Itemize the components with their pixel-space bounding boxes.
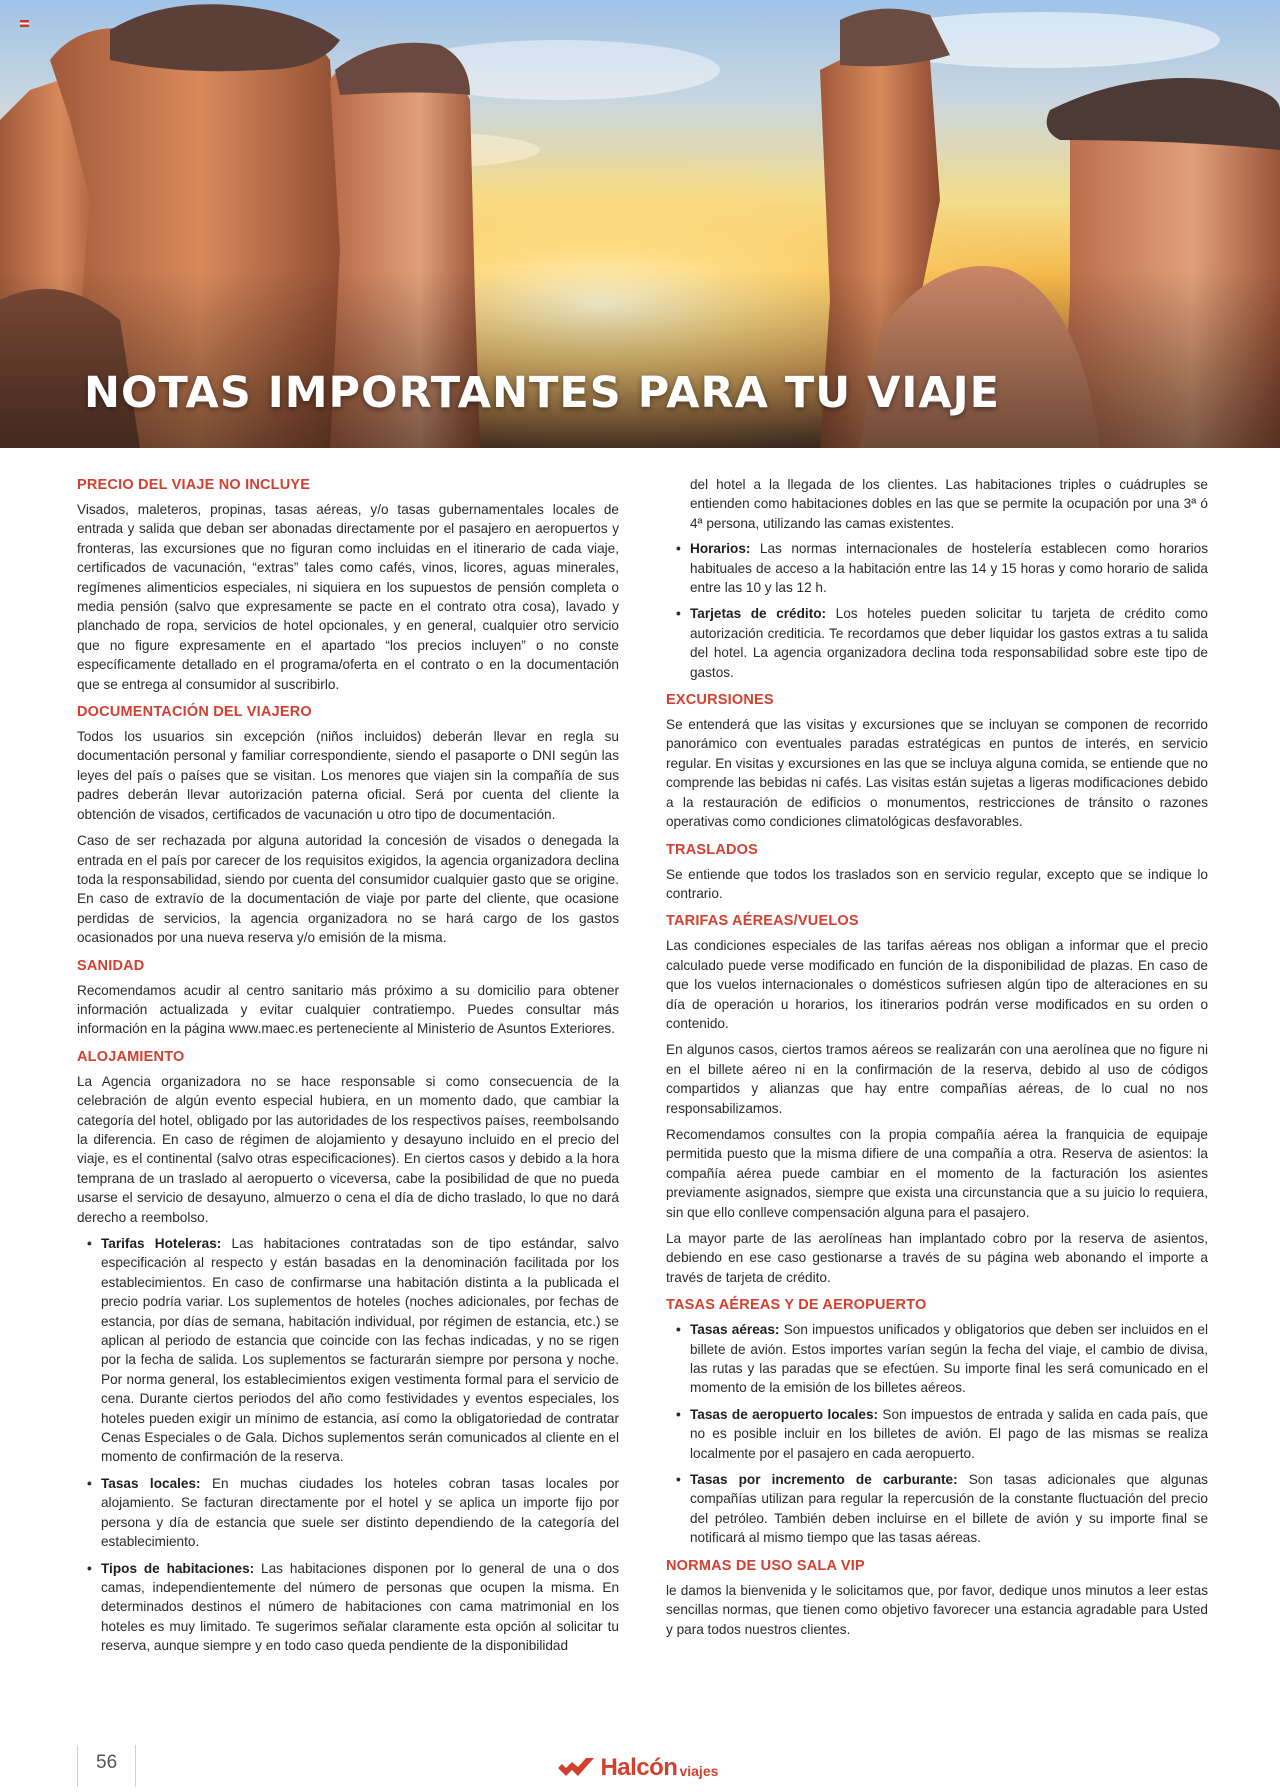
section-heading-tarifas-aereas: TARIFAS AÉREAS/VUELOS (666, 913, 859, 930)
brand-name: Halcón (600, 1754, 678, 1781)
bullet-text: En muchas ciudades los hoteles cobran tasas locales por alojamiento. Se facturan directamente por el hotel y se aplica un importe fijo por persona y día de estancia que suele ser distinto dependiendo de la categoría del establecimiento. (101, 1475, 619, 1550)
footer-divider (77, 1745, 78, 1787)
bullet-text: Las habitaciones disponen por lo general de una o dos camas, independientemente del número de personas que ocupen la misma. En determinados destinos el número de habitaciones con cama matrimonial en los hoteles es muy limitado. Te sugerimos señalar claramente esta opción al solicitar tu reserva, aunque siempre y en todo caso queda pendiente de la disponibilidad (101, 1560, 619, 1654)
bullet-text: Son tasas adicionales que algunas compañías utilizan para regular la repercusión de la constante fluctuación del precio del petróleo. También deben incluirse en el billete de avión y su importe final se notificará al mismo tiempo que las tasas aéreas. (690, 1472, 1208, 1546)
list-item (666, 1470, 1208, 1548)
bullet-label: Tipos de habitaciones: (101, 1560, 255, 1576)
section-heading-sala-vip: NORMAS DE USO SALA VIP (666, 1557, 865, 1574)
paragraph: Caso de ser rechazada por alguna autoridad la concesión de visados o denegada la entrada en el país por carecer de los requisitos exigidos, la agencia organizadora declina toda la responsabilidad, siendo por cuenta del consumidor cualquier gasto que se origine. En caso de extravío de la documentación de viaje por parte del cliente, que ocasione perdidas de servicios, la agencia organizadora no se hará cargo de los gastos ocasionados por una nueva reserva y/o emisión de la misma. (77, 833, 619, 946)
right-column (666, 475, 1208, 1646)
bullet-text: Son impuestos de entrada y salida en cada país, que no es posible incluir en los billetes de avión. El pago de las mismas se realiza localmente por el pasajero en cada aeropuerto. (690, 1406, 1208, 1461)
bullet-label: Tasas aéreas: (690, 1322, 780, 1338)
paragraph: La Agencia organizadora no se hace responsable si como consecuencia de la celebración de algún evento especial hubiera, en un momento dado, que cambiar la categoría del hotel, obligado por las autoridades de los respectivos países, reembolsando la diferencia. En caso de régimen de alojamiento y desayuno incluido en el precio del viaje, es el continental (salvo otras especificaciones). En ciertos casos y debido a la hora temprana de un traslado al aeropuerto o viceversa, cabe la posibilidad de que no pueda usarse el servicio de desayuno, almuerzo o cena el día de dicho traslado, lo que no dará derecho a reembolso. (77, 1073, 619, 1225)
bullet-list (666, 1320, 1208, 1547)
list-item (77, 1234, 619, 1467)
bullet-label: Tasas de aeropuerto locales: (690, 1406, 879, 1422)
paragraph: Visados, maleteros, propinas, tasas aéreas, y/o tasas gubernamentales locales de entrada y salida que deban ser abonadas directamente por el pasajero en aeropuertos y fronteras, las excursiones que no figuran como incluidas en el itinerario de cada viaje, certificados de vacunación, “extras” tales como cafés, vinos, licores, aguas minerales, regímenes alimenticios especiales, ni siquiera en los supuestos de pensión completa o media pensión (salvo que expresamente se pacte en el contrato otra cosa), lavado y planchado de ropa, servicios de hotel opcionales, y en general, cualquier otro servicio que no figure expresamente en el apartado “los precios incluyen” o no conste específicamente detallado en el programa/oferta en el contrato o en la documentación que se entrega al consumidor al suscribirlo. (77, 502, 619, 692)
section-heading-sanidad: SANIDAD (77, 957, 145, 974)
left-column (77, 475, 619, 1663)
bullet-label: Tasas por incremento de carburante: (690, 1472, 958, 1488)
paragraph: Recomendamos acudir al centro sanitario más próximo a su domicilio para obtener información actualizada y evitar cualquier contratiempo. Puedes consultar más información en la página www.maec.es perteneciente al Ministerio de Asuntos Exteriores. (77, 982, 619, 1037)
paragraph: le damos la bienvenida y le solicitamos que, por favor, dedique unos minutos a leer estas sencillas normas, que tienen como objetivo favorecer una estancia agradable para Usted y para todos nuestros clientes. (666, 1582, 1208, 1637)
footer-divider (135, 1745, 136, 1787)
bullet-label: Horarios: (690, 541, 751, 557)
page-title: NOTAS IMPORTANTES PARA TU VIAJE (84, 368, 1001, 418)
section-heading-excursiones: EXCURSIONES (666, 692, 774, 709)
paragraph: Las condiciones especiales de las tarifas aéreas nos obligan a informar que el precio calculado puede verse modificado en función de la disponibilidad de plazas. En caso de que los vuelos internacionales o domésticos sufriesen algún tipo de alteraciones en su día de operación u horarios, los itinerarios podrán verse modificados en su orden o contenido. (666, 938, 1208, 1031)
list-item (666, 604, 1208, 682)
paragraph: Se entenderá que las visitas y excursiones que se incluyan se componen de recorrido panorámico con eventuales paradas estratégicas en puntos de interés, en servicio regular. En visitas y excursiones en las que se incluya alguna comida, se entiende que no comprende las bebidas ni cafés. Las visitas están sujetas a ligeras modificaciones debido a la restauración de edificios o monumentos, restricciones de tránsito o razones operativas como condiciones climatológicas desfavorables. (666, 717, 1208, 830)
continued-text: del hotel a la llegada de los clientes. Las habitaciones triples o cuádruples se entienden como habitaciones dobles en las que se permite la ocupación por una 3ª ó 4ª persona, utilizando las camas existentes. (690, 477, 1208, 531)
bullet-list (666, 539, 1208, 682)
list-item (77, 1474, 619, 1552)
paragraph: Recomendamos consultes con la propia compañía aérea la franquicia de equipaje permitida puesto que la misma difiere de una compañía a otra. Reserva de asientos: la compañía aérea puede cambiar en el momento de la facturación los asientes previamente asignados, siempre que exista una circunstancia que a su juicio lo requiera, sin que ello conlleve compensación alguna para el pasajero. (666, 1126, 1208, 1220)
bullet-text: Son impuestos unificados y obligatorios que deben ser incluidos en el billete de avión. Estos importes varían según la fecha del viaje, el cambio de divisa, las rutas y las paradas que se efectúen. Su importe final les será comunicado en el momento de la emisión de los billetes aéreos. (690, 1322, 1208, 1396)
hero-banner (0, 0, 1280, 448)
list-item (666, 1405, 1208, 1463)
paragraph: Todos los usuarios sin excepción (niños incluidos) deberán llevar en regla su documentación personal y familiar correspondiente, siendo el pasaporte o DNI según las leyes del país o países que se visitan. Los menores que viajen sin la compañía de sus padres deberán llevar autorización paterna oficial. Será por cuenta del cliente la obtención de visados, certificados de vacunación u otro tipo de documentación. (77, 729, 619, 822)
list-item (77, 1559, 619, 1656)
language-flag-icon (20, 20, 29, 27)
bullet-label: Tarjetas de crédito: (690, 606, 827, 622)
halcon-wing-icon (556, 1756, 596, 1780)
section-heading-tasas: TASAS AÉREAS Y DE AEROPUERTO (666, 1297, 927, 1314)
page-number: 56 (96, 1752, 118, 1773)
paragraph: En algunos casos, ciertos tramos aéreos se realizarán con una aerolínea que no figure ni en el billete aéreo ni en la confirmación de la reserva, debido al uso de códigos compartidos y alianzas que hay entre compañías aéreas, de lo cual no nos responsabilizamos. (666, 1042, 1208, 1116)
bullet-text: Las habitaciones contratadas son de tipo estándar, salvo especificación al respecto y están basadas en la denominación facilitada por los establecimientos. En caso de confirmarse una habitación distinta a la publicada el precio podría variar. Los suplementos de hoteles (noches adicionales, por fechas de estancia, por días de semana, habitación individual, por régimen de estancia, etc.) se aplican al periodo de estancia que coincide con las fechas indicadas, y no se rigen por la fecha de salida. Los suplementos se facturarán siempre por persona y noche. Por norma general, los establecimientos exigen vestimenta formal para el servicio de cena. Durante ciertos periodos del año como festividades y eventos especiales, los hoteles pueden exigir un mínimo de estancia, así como la obligatoriedad de contratar Cenas Especiales o de Gala. Dichos suplementos serán comunicados al cliente en el momento de confirmación de la reserva. (101, 1236, 619, 1465)
bullet-text: Los hoteles pueden solicitar tu tarjeta de crédito como autorización crediticia. Te recordamos que deber liquidar los gastos extras a tu salida del hotel. La agencia organizadora declina toda responsabilidad sobre este tipo de gastos. (690, 606, 1208, 680)
section-heading-documentacion: DOCUMENTACIÓN DEL VIAJERO (77, 704, 312, 721)
brand-logo (556, 1754, 718, 1784)
list-item (666, 539, 1208, 597)
paragraph: Se entiende que todos los traslados son en servicio regular, excepto que se indique lo contrario. (666, 866, 1208, 901)
paragraph: La mayor parte de las aerolíneas han implantado cobro por la reserva de asientos, debiendo en ese caso gestionarse a través de su página web abonando el importe a través de tarjeta de crédito. (666, 1231, 1208, 1285)
bullet-list (77, 1234, 619, 1656)
section-heading-precio: PRECIO DEL VIAJE NO INCLUYE (77, 477, 311, 493)
brand-sub: viajes (679, 1763, 719, 1780)
bullet-label: Tarifas Hoteleras: (101, 1236, 222, 1251)
section-heading-alojamiento: ALOJAMIENTO (77, 1048, 185, 1065)
list-item (666, 1320, 1208, 1398)
bullet-label: Tasas locales: (101, 1475, 201, 1491)
section-heading-traslados: TRASLADOS (666, 841, 759, 858)
bullet-text: Las normas internacionales de hostelería establecen como horarios habituales de acceso a la habitación entre las 14 y 15 horas y como horario de salida entre las 10 y las 12 h. (690, 541, 1208, 596)
